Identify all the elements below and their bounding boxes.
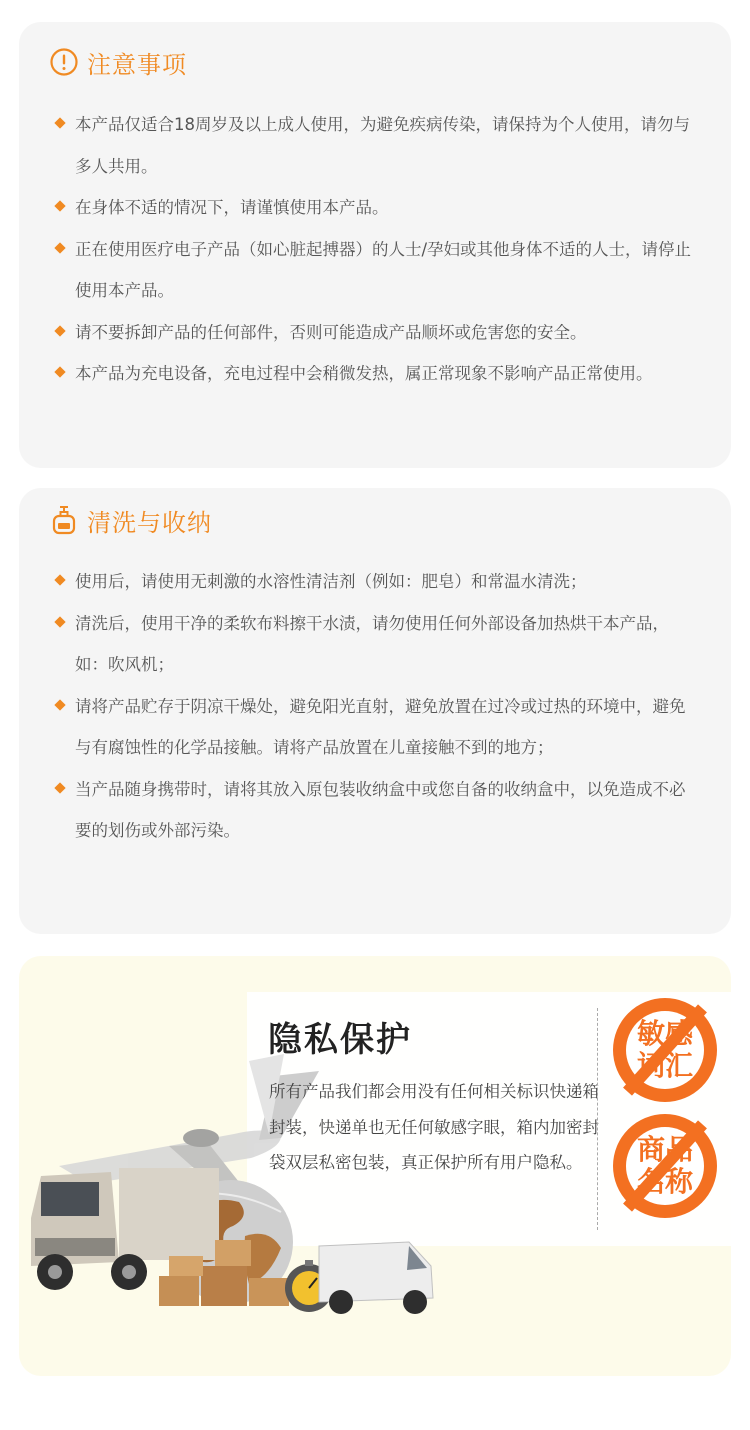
bullet-diamond-icon [54, 242, 65, 253]
list-item: 清洗后，使用干净的柔软布料擦干水渍，请勿使用任何外部设备加热烘干本产品，如：吹风机； [55, 603, 692, 686]
list-item: 本产品仅适合18周岁及以上成人使用，为避免疾病传染，请保持为个人使用，请勿与多人共用。 [55, 104, 692, 187]
list-item: 当产品随身携带时，请将其放入原包装收纳盒中或您自备的收纳盒中，以免造成不必要的划伤或外部污染。 [55, 769, 692, 852]
notice-list [55, 104, 692, 395]
badge-line1: 敏感 [636, 1017, 693, 1050]
van-image [319, 1242, 433, 1314]
privacy-description: 所有产品我们都会用没有任何相关标识快递箱封装，快递单也无任何敏感字眼，箱内加密封袋双层私密包装，真正保护所有用户隐私。 [269, 1082, 599, 1172]
bullet-diamond-icon [54, 699, 65, 710]
badge-line1: 商品 [636, 1133, 693, 1166]
logistics-illustration [19, 1016, 489, 1346]
bullet-diamond-icon [54, 200, 65, 211]
notice-title: 注意事项 [87, 50, 187, 79]
cleaning-list [55, 561, 692, 852]
bullet-diamond-icon [54, 574, 65, 585]
list-item: 本产品为充电设备，充电过程中会稍微发热，属正常现象不影响产品正常使用。 [55, 353, 692, 395]
list-item: 使用后，请使用无刺激的水溶性清洁剂（例如：肥皂）和常温水清洗； [55, 561, 692, 603]
badge-line2: 名称 [636, 1165, 693, 1198]
bullet-diamond-icon [54, 782, 65, 793]
list-item: 请将产品贮存于阴凉干燥处，避免阳光直射，避免放置在过冷或过热的环境中，避免与有腐蚀性的化学品接触。请将产品放置在儿童接触不到的地方； [55, 686, 692, 769]
bullet-diamond-icon [54, 366, 65, 377]
bullet-diamond-icon [54, 325, 65, 336]
badge-line2: 词汇 [636, 1049, 693, 1082]
product-name-badge [613, 1114, 717, 1218]
cleaning-header [49, 502, 212, 538]
bullet-diamond-icon [54, 117, 65, 128]
list-item: 正在使用医疗电子产品（如心脏起搏器）的人士/孕妇或其他身体不适的人士，请停止使用本产品。 [55, 229, 692, 312]
list-item: 请不要拆卸产品的任何部件，否则可能造成产品顺坏或危害您的安全。 [55, 312, 692, 354]
soap-bottle-icon [49, 505, 79, 535]
bullet-diamond-icon [54, 616, 65, 627]
privacy-divider [597, 1008, 598, 1230]
sensitive-words-badge [613, 998, 717, 1102]
list-item: 在身体不适的情况下，请谨慎使用本产品。 [55, 187, 692, 229]
privacy-section [19, 956, 731, 1376]
exclamation-circle-icon [49, 47, 79, 77]
notice-header [49, 44, 187, 80]
cleaning-title: 清洗与收纳 [87, 508, 212, 537]
privacy-title: 隐私保护 [268, 1020, 412, 1060]
